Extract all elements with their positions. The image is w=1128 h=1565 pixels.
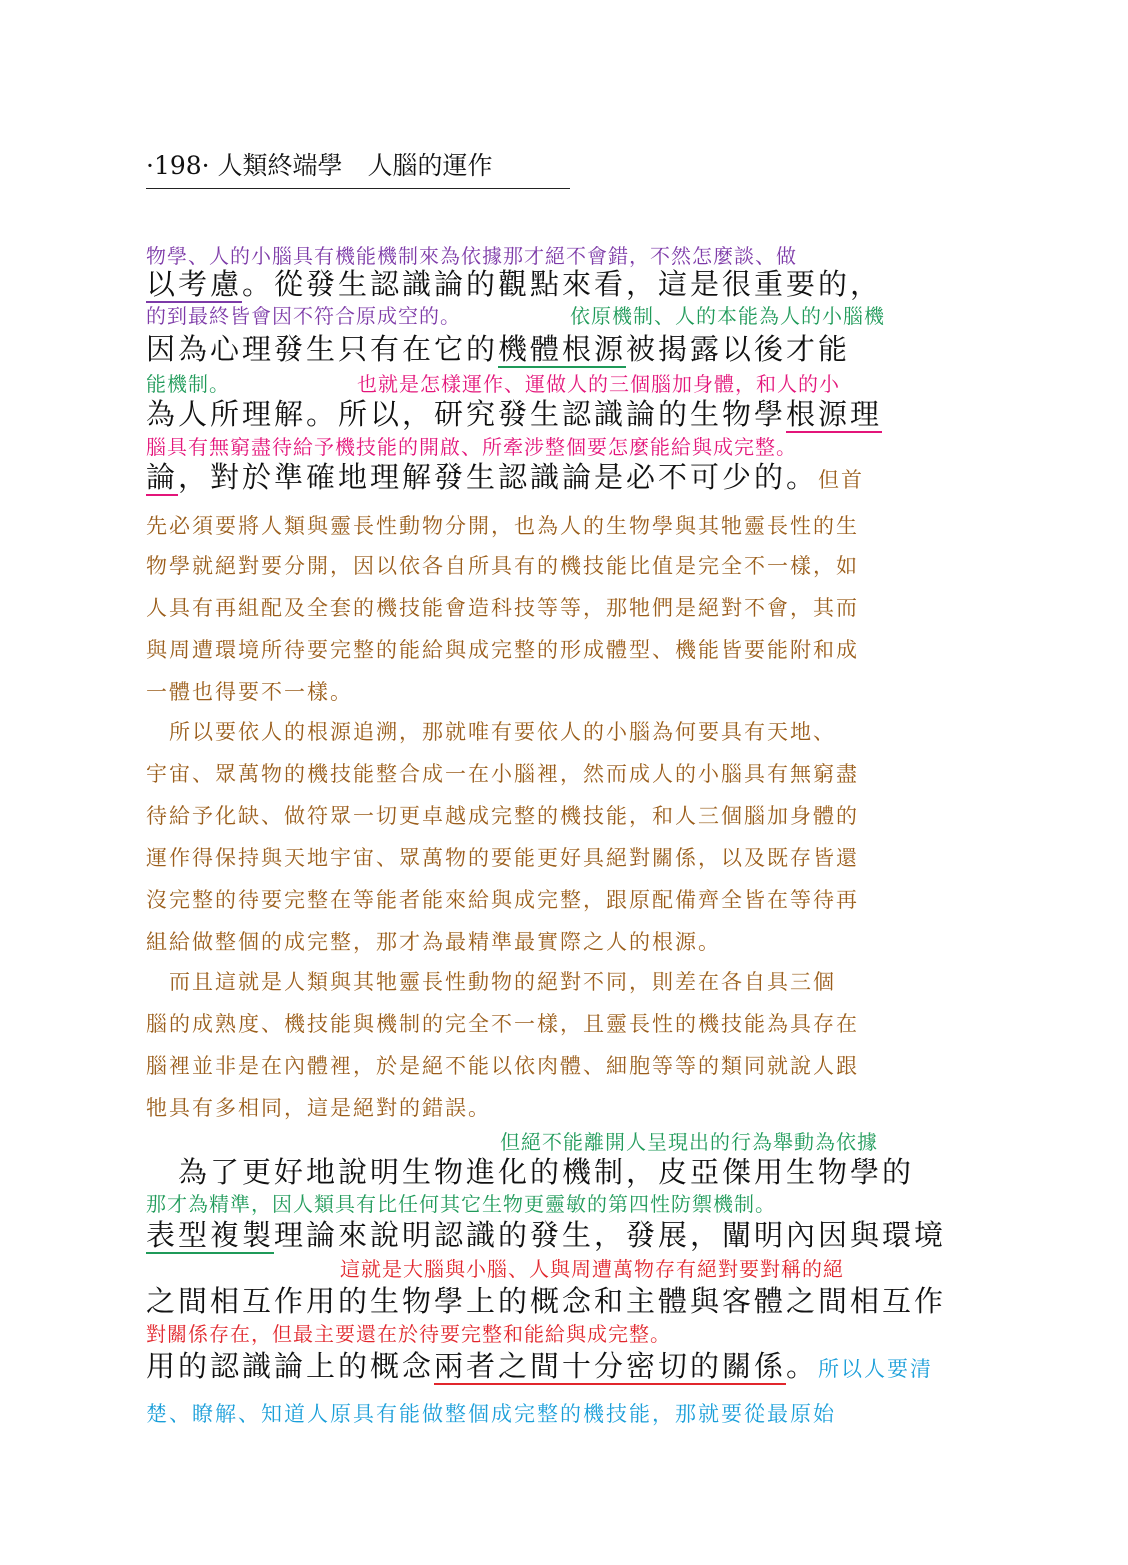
main-text: 。 — [786, 1349, 819, 1383]
annotation-line: 腦具有無窮盡待給予機技能的開啟、所牽涉整個要怎麼能給與成完整。 — [146, 435, 797, 459]
annotation-line: 但絕不能離開人呈現出的行為舉動為依據 — [500, 1130, 878, 1154]
main-text: 用的認識論上的概念 — [146, 1349, 435, 1383]
main-text: 理論來說明認識的發生，發展，闡明內因與環境 — [274, 1218, 947, 1252]
body-line: 所以要依人的根源追溯，那就唯有要依人的小腦為何要具有天地、 — [146, 720, 836, 744]
annotation-line: 對關係存在，但最主要還在於待要完整和能給與成完整。 — [146, 1322, 671, 1346]
main-text-line: 為了更好地說明生物進化的機制，皮亞傑用生物學的 — [146, 1155, 915, 1189]
body-line: 牠具有多相同，這是絕對的錯誤。 — [146, 1096, 491, 1120]
main-text-line — [146, 262, 882, 303]
main-text: ，對於準確地理解發生認識論是必不可少的。 — [178, 460, 819, 494]
underlined-phrase: 根源理 — [786, 397, 883, 431]
continuation-text: 但首 — [818, 468, 865, 492]
annotation-line: 這就是大腦與小腦、人與周遭萬物存有絕對要對稱的絕 — [340, 1257, 844, 1281]
annotation-line: 物學、人的小腦具有機能機制來為依據那才絕不會錯，不然怎麼談、做 — [146, 244, 797, 268]
body-line: 一體也得要不一樣。 — [146, 680, 353, 704]
body-line: 沒完整的待要完整在等能者能來給與成完整，跟原配備齊全皆在等待再 — [146, 888, 859, 912]
body-line: 待給予化缺、做符眾一切更卓越成完整的機技能，和人三個腦加身體的 — [146, 804, 859, 828]
annotation-line: 的到最終皆會因不符合原成空的。 — [146, 304, 461, 328]
underlined-phrase: 論 — [146, 460, 179, 494]
main-text-line — [146, 392, 882, 433]
continuation-text: 所以人要清 — [818, 1357, 934, 1381]
body-line: 腦裡並非是在內體裡，於是絕不能以依肉體、細胞等等的類同就說人跟 — [146, 1054, 859, 1078]
main-text-line — [146, 455, 864, 496]
annotation-line: 能機制。 — [146, 372, 230, 396]
body-line: 物學就絕對要分開，因以依各自所具有的機技能比值是完全不一樣，如 — [146, 554, 859, 578]
underlined-phrase: 機體根源 — [498, 332, 627, 366]
main-text: 為人所理解。所以，研究發生認識論的生物學 — [146, 397, 787, 431]
main-text: 。從發生認識論的觀點來看，這是很重要的， — [242, 267, 883, 301]
main-text-line — [146, 1344, 933, 1385]
body-line: 運作得保持與天地宇宙、眾萬物的要能更好具絕對關係，以及既存皆還 — [146, 846, 859, 870]
page-header: ·198· 人類終端學 人腦的運作 — [146, 146, 570, 189]
underlined-phrase: 表型複製 — [146, 1218, 275, 1252]
main-text-line — [146, 1213, 946, 1254]
main-text: 因為心理發生只有在它的 — [146, 332, 499, 366]
body-line: 腦的成熟度、機技能與機制的完全不一樣，且靈長性的機技能為具存在 — [146, 1012, 859, 1036]
annotation-line: 那才為精準，因人類具有比任何其它生物更靈敏的第四性防禦機制。 — [146, 1192, 776, 1216]
body-line: 先必須要將人類與靈長性動物分開，也為人的生物學與其牠靈長性的生 — [146, 514, 859, 538]
annotation-line: 依原機制、人的本能為人的小腦機 — [570, 304, 885, 328]
body-line: 楚、瞭解、知道人原具有能做整個成完整的機技能，那就要從最原始 — [146, 1402, 836, 1426]
underlined-phrase: 兩者之間十分密切的關係 — [434, 1349, 787, 1383]
main-text-line: 之間相互作用的生物學上的概念和主體與客體之間相互作 — [146, 1284, 947, 1318]
main-text-line — [146, 327, 850, 368]
underlined-phrase: 以考慮 — [146, 267, 243, 301]
body-line: 人具有再組配及全套的機技能會造科技等等，那牠們是絕對不會，其而 — [146, 596, 859, 620]
body-line: 與周遭環境所待要完整的能給與成完整的形成體型、機能皆要能附和成 — [146, 638, 859, 662]
body-line: 宇宙、眾萬物的機技能整合成一在小腦裡，然而成人的小腦具有無窮盡 — [146, 762, 859, 786]
body-line: 組給做整個的成完整，那才為最精準最實際之人的根源。 — [146, 930, 721, 954]
main-text: 被揭露以後才能 — [626, 332, 851, 366]
annotation-line: 也就是怎樣運作、運做人的三個腦加身體，和人的小 — [357, 372, 840, 396]
body-line: 而且這就是人類與其牠靈長性動物的絕對不同，則差在各自具三個 — [146, 970, 836, 994]
